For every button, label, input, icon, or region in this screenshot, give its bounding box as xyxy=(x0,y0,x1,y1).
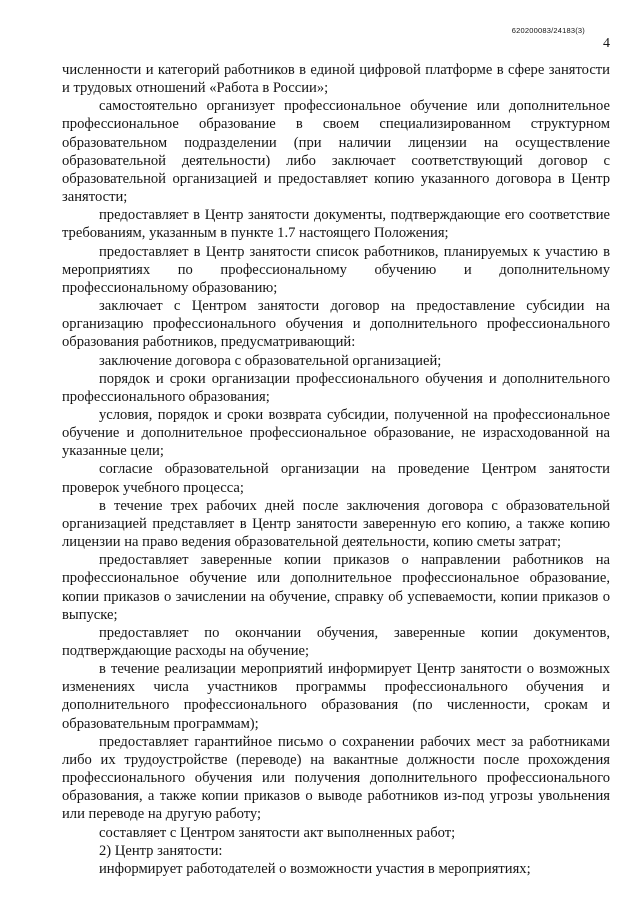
paragraph: 2) Центр занятости: xyxy=(99,842,223,859)
paragraph: предоставляет гарантийное письмо о сохранении рабочих мест за работниками либо их трудоустройстве (переводе) на вакантные должности после прохождения профессионального обучения или получения дополнительного профессионального образования, а также копии приказов о выводе работников из-под угрозы увольнения или переводе на другую работу; xyxy=(62,733,610,823)
paragraph: условия, порядок и сроки возврата субсидии, полученной на профессиональное обучение и дополнительное профессиональное образование, не израсходованной на указанные цели; xyxy=(62,406,610,460)
paragraph: предоставляет заверенные копии приказов о направлении работников на профессиональное обучение или дополнительное профессиональное образование, копии приказов о зачислении на обучение, справку об успеваемости, копии приказов о выпуске; xyxy=(62,552,610,623)
paragraph: информирует работодателей о возможности участия в мероприятиях; xyxy=(99,860,531,877)
paragraph: предоставляет по окончании обучения, заверенные копии документов, подтверждающие расходы на обучение; xyxy=(62,624,610,659)
paragraph: в течение трех рабочих дней после заключения договора с образовательной организацией представляет в Центр занятости заверенную его копию, а также копию лицензии на право ведения образовательной деятельности, копию сметы затрат; xyxy=(62,497,610,551)
paragraph-continued: численности и категорий работников в единой цифровой платформе в сфере занятости и трудовых отношений «Работа в России»; xyxy=(62,62,610,97)
paragraph: заключает с Центром занятости договор на предоставление субсидии на организацию профессионального обучения и дополнительного профессионального образования работников, предусматривающий: xyxy=(62,298,610,351)
document-body xyxy=(62,61,610,878)
document-code: 620200083/24183(3) xyxy=(511,26,585,35)
paragraph: предоставляет в Центр занятости документы, подтверждающие его соответствие требованиям, указанным в пункте 1.7 настоящего Положения; xyxy=(62,207,610,242)
paragraph: заключение договора с образовательной организацией; xyxy=(99,352,442,369)
paragraph: порядок и сроки организации профессионального обучения и дополнительного профессионального образования; xyxy=(62,370,610,405)
page-number: 4 xyxy=(603,36,610,51)
paragraph: в течение реализации мероприятий информирует Центр занятости о возможных изменениях числа участников программы профессионального обучения и дополнительного профессионального образования (по численности, срокам и образовательным программам); xyxy=(62,661,610,732)
paragraph: согласие образовательной организации на проведение Центром занятости проверок учебного процесса; xyxy=(62,461,610,496)
paragraph: предоставляет в Центр занятости список работников, планируемых к участию в мероприятиях по профессиональному обучению и дополнительному профессиональному образованию; xyxy=(62,243,610,296)
paragraph: составляет с Центром занятости акт выполненных работ; xyxy=(99,824,456,841)
paragraph: самостоятельно организует профессиональное обучение или дополнительное профессиональное образование в своем специализированном структурном образовательном подразделении (при наличии лицензии на осуществление образовательной деятельности) либо заключает соответствующий договор с образовательной организацией и предоставляет копию указанного договора в Центр занятости; xyxy=(62,98,610,206)
